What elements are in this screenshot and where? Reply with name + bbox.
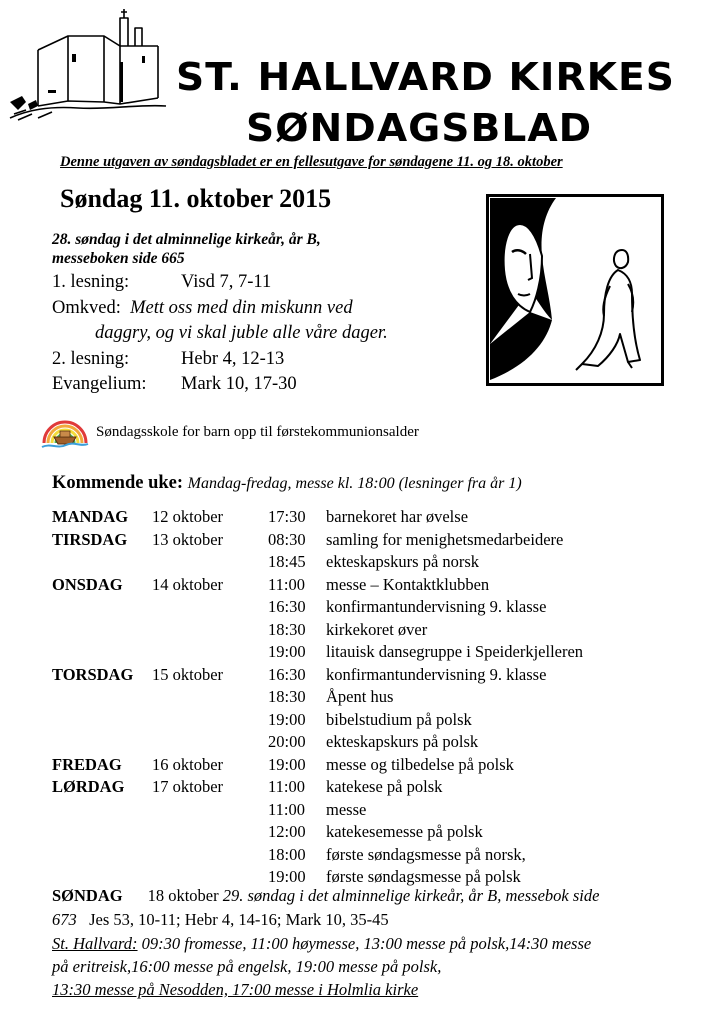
- gospel: [52, 374, 297, 395]
- schedule-date: 16 oktober: [152, 754, 224, 774]
- first-reading-ref: Visd 7, 7-11: [181, 272, 272, 292]
- masses-line2: [52, 957, 441, 977]
- masses-line3: [52, 980, 418, 1000]
- schedule-event: bibelstudium på polsk: [326, 709, 472, 729]
- schedule-event: Åpent hus: [326, 687, 394, 706]
- schedule-event: konfirmantundervisning 9. klasse: [326, 664, 547, 684]
- next-sunday-line2: [52, 910, 389, 930]
- psalm-line-2: [95, 323, 388, 344]
- psalm-line-1: [52, 298, 353, 319]
- schedule-event: ekteskapskurs på norsk: [326, 552, 480, 571]
- psalm-label: Omkved:: [52, 298, 121, 318]
- schedule-event: konfirmantundervisning 9. klasse: [326, 597, 547, 616]
- masses-text-1: 09:30 fromesse, 11:00 høymesse, 13:00 messe på polsk,14:30 messe: [141, 934, 592, 953]
- next-sunday-day: SØNDAG: [52, 886, 123, 905]
- next-sunday-refs: Jes 53, 10-11; Hebr 4, 14-16; Mark 10, 35-45: [89, 910, 389, 929]
- schedule-time: 11:00: [268, 574, 305, 594]
- schedule-time: 20:00: [268, 732, 306, 751]
- schedule-time: 18:30: [268, 687, 306, 706]
- schedule-day: LØRDAG: [52, 777, 125, 796]
- gospel-label: Evangelium:: [52, 374, 147, 394]
- schedule-time: 17:30: [268, 507, 306, 526]
- schedule-time: 18:30: [268, 619, 306, 639]
- week-heading: [52, 473, 522, 494]
- schedule-event: første søndagsmesse på norsk,: [326, 844, 526, 864]
- edition-note: Denne utgaven av søndagsbladet er en fellesutgave for søndagene 11. og 18. oktober: [60, 154, 563, 170]
- schedule-date: 15 oktober: [152, 664, 224, 684]
- title-line-1: ST. HALLVARD KIRKES: [176, 55, 676, 99]
- masses-text-2: på eritreisk,16:00 messe på engelsk, 19:00 messe på polsk,: [52, 957, 442, 976]
- week-heading-label: Kommende uke:: [52, 473, 184, 493]
- schedule-time: 12:00: [268, 822, 306, 841]
- sunday-school-rainbow-icon: [40, 407, 90, 449]
- schedule-day: TIRSDAG: [52, 529, 128, 549]
- schedule-time: 08:30: [268, 529, 306, 549]
- schedule-event: katekesemesse på polsk: [326, 822, 483, 841]
- schedule-time: 16:30: [268, 664, 306, 684]
- week-note: Mandag-fredag, messe kl. 18:00 (lesninger fra år 1): [187, 475, 522, 492]
- schedule-day: FREDAG: [52, 754, 122, 774]
- schedule-event: litauisk dansegruppe i Speiderkjelleren: [326, 642, 584, 661]
- masses-line1: [52, 934, 591, 954]
- schedule-event: messe og tilbedelse på polsk: [326, 754, 514, 774]
- next-sunday-line1: [52, 886, 599, 906]
- schedule-time: 18:00: [268, 844, 306, 864]
- first-reading-label: 1. lesning:: [52, 272, 130, 292]
- schedule-event: første søndagsmesse på polsk: [326, 867, 521, 886]
- masses-label: St. Hallvard:: [52, 934, 138, 953]
- gospel-illustration: [486, 194, 664, 386]
- schedule-time: 19:00: [268, 754, 306, 774]
- next-sunday-page: 673: [52, 910, 77, 929]
- sunday-name: [52, 230, 321, 268]
- psalm-text-1: Mett oss med din miskunn ved: [130, 298, 353, 318]
- first-reading: [52, 272, 271, 293]
- sunday-date: Søndag 11. oktober 2015: [60, 184, 332, 213]
- next-sunday-date: 18 oktober: [147, 886, 219, 905]
- sunday-school-text: Søndagsskole for barn opp til førstekommunionsalder: [96, 424, 419, 440]
- sunday-name-line2: messeboken side 665: [52, 250, 185, 267]
- schedule-event: ekteskapskurs på polsk: [326, 732, 479, 751]
- schedule-time: 16:30: [268, 597, 306, 616]
- schedule-event: barnekoret har øvelse: [326, 507, 469, 526]
- sunday-name-line1: 28. søndag i det alminnelige kirkeår, år B,: [52, 231, 321, 248]
- schedule-event: samling for menighetsmedarbeidere: [326, 529, 564, 549]
- title-line-2: SØNDAGSBLAD: [246, 106, 593, 150]
- schedule-date: 17 oktober: [152, 777, 224, 796]
- schedule-day: TORSDAG: [52, 664, 134, 684]
- schedule-event: kirkekoret øver: [326, 619, 428, 639]
- schedule-time: 19:00: [268, 642, 306, 661]
- psalm-text-2: daggry, og vi skal juble alle våre dager.: [95, 323, 388, 343]
- schedule-time: 11:00: [268, 777, 305, 796]
- schedule-date: 14 oktober: [152, 574, 224, 594]
- second-reading-label: 2. lesning:: [52, 349, 130, 369]
- masses-text-3: 13:30 messe på Nesodden, 17:00 messe i Holmlia kirke: [52, 980, 419, 999]
- schedule-date: 13 oktober: [152, 529, 224, 549]
- schedule-time: 18:45: [268, 552, 306, 571]
- schedule-day: MANDAG: [52, 507, 129, 526]
- schedule-event: messe – Kontaktklubben: [326, 574, 490, 594]
- schedule-date: 12 oktober: [152, 507, 224, 526]
- schedule-event: katekese på polsk: [326, 777, 443, 796]
- church-drawing: [8, 6, 168, 124]
- schedule-event: messe: [326, 799, 367, 819]
- gospel-ref: Mark 10, 17-30: [181, 374, 297, 394]
- schedule-day: ONSDAG: [52, 574, 123, 594]
- second-reading-ref: Hebr 4, 12-13: [181, 349, 285, 369]
- schedule-time: 11:00: [268, 799, 305, 819]
- second-reading: [52, 349, 284, 370]
- schedule-time: 19:00: [268, 867, 306, 886]
- next-sunday-desc: 29. søndag i det alminnelige kirkeår, år B, messebok side: [222, 886, 600, 905]
- schedule-time: 19:00: [268, 709, 306, 729]
